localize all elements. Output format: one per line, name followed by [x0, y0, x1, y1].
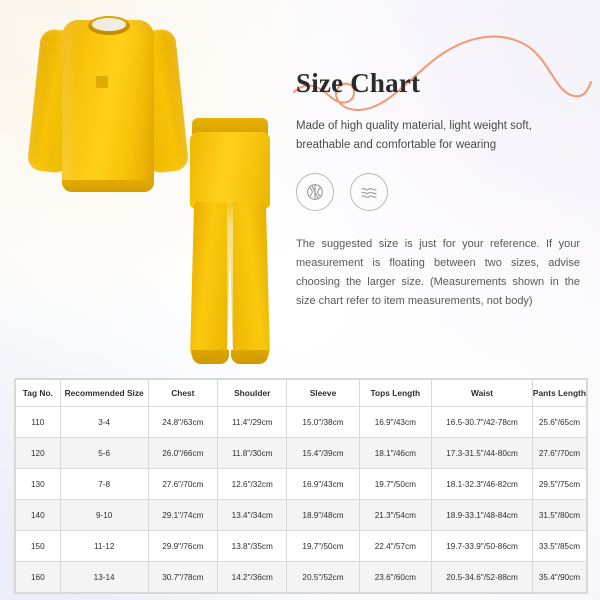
pants-right-cuff: [231, 350, 268, 364]
column-header: Pants Length: [532, 380, 586, 407]
table-cell: 29.1"/74cm: [148, 500, 217, 531]
table-cell: 3-4: [60, 407, 148, 438]
table-row: [16, 500, 587, 531]
column-header: Shoulder: [218, 380, 287, 407]
table-header-row: [16, 380, 587, 407]
table-cell: 19.7-33.9"/50-86cm: [432, 531, 533, 562]
top-body: [62, 20, 154, 192]
table-cell: 26.0"/66cm: [148, 438, 217, 469]
pants-inseam-gap: [227, 198, 233, 364]
column-header: Chest: [148, 380, 217, 407]
thermal-pants-image: [178, 118, 280, 370]
table-cell: 130: [16, 469, 61, 500]
thermal-top-image: [34, 14, 182, 194]
column-header: Waist: [432, 380, 533, 407]
size-advice-text: The suggested size is just for your reference. If your measurement is floating between two sizes, advise choosing the larger size. (Measurements shown in the size chart refer to item measurements, not body): [296, 238, 580, 307]
table-cell: 33.5"/85cm: [532, 531, 586, 562]
table-cell: 13-14: [60, 562, 148, 593]
pants-right-leg: [229, 202, 270, 363]
table-cell: 20.5-34.6"/52-88cm: [432, 562, 533, 593]
table-row: [16, 469, 587, 500]
table-cell: 15.0"/38cm: [287, 407, 359, 438]
table-cell: 16.9"/43cm: [287, 469, 359, 500]
table-cell: 23.6"/60cm: [359, 562, 432, 593]
table-cell: 18.9-33.1"/48-84cm: [432, 500, 533, 531]
column-header: Sleeve: [287, 380, 359, 407]
table-cell: 9-10: [60, 500, 148, 531]
table-cell: 140: [16, 500, 61, 531]
moisture-wicking-icon: [350, 173, 388, 211]
table-cell: 150: [16, 531, 61, 562]
size-chart-table: [15, 379, 587, 593]
top-collar-inner: [92, 18, 126, 31]
table-cell: 19.7"/50cm: [287, 531, 359, 562]
size-chart-table-wrap: [14, 378, 588, 594]
table-cell: 29.5"/75cm: [532, 469, 586, 500]
table-cell: 29.9"/76cm: [148, 531, 217, 562]
pants-left-leg: [190, 202, 231, 363]
table-cell: 16.5-30.7"/42-78cm: [432, 407, 533, 438]
table-cell: 27.6"/70cm: [148, 469, 217, 500]
info-column: [296, 68, 580, 311]
table-cell: 19.7"/50cm: [359, 469, 432, 500]
table-cell: 11-12: [60, 531, 148, 562]
table-cell: 11.8"/30cm: [218, 438, 287, 469]
table-cell: 17.3-31.5"/44-80cm: [432, 438, 533, 469]
column-header: Tag No.: [16, 380, 61, 407]
table-cell: 160: [16, 562, 61, 593]
pants-left-cuff: [192, 350, 229, 364]
pants-hip: [190, 132, 270, 208]
product-description: Made of high quality material, light weight soft, breathable and comfortable for wearing: [296, 120, 532, 151]
table-cell: 27.6"/70cm: [532, 438, 586, 469]
table-cell: 15.4"/39cm: [287, 438, 359, 469]
table-cell: 35.4"/90cm: [532, 562, 586, 593]
table-cell: 110: [16, 407, 61, 438]
table-cell: 16.9"/43cm: [359, 407, 432, 438]
table-cell: 14.2"/36cm: [218, 562, 287, 593]
top-hem: [62, 180, 154, 192]
table-cell: 5-6: [60, 438, 148, 469]
table-cell: 30.7"/78cm: [148, 562, 217, 593]
breathable-icon: [296, 173, 334, 211]
table-cell: 7-8: [60, 469, 148, 500]
column-header: Tops Length: [359, 380, 432, 407]
table-cell: 120: [16, 438, 61, 469]
table-cell: 18.1-32.3"/46-82cm: [432, 469, 533, 500]
table-cell: 25.6"/65cm: [532, 407, 586, 438]
table-cell: 22.4"/57cm: [359, 531, 432, 562]
table-cell: 24.8"/63cm: [148, 407, 217, 438]
table-cell: 18.9"/48cm: [287, 500, 359, 531]
table-cell: 31.5"/80cm: [532, 500, 586, 531]
table-cell: 12.6"/32cm: [218, 469, 287, 500]
table-row: [16, 407, 587, 438]
top-chest-logo: [96, 76, 108, 88]
table-cell: 21.3"/54cm: [359, 500, 432, 531]
table-cell: 13.4"/34cm: [218, 500, 287, 531]
table-row: [16, 562, 587, 593]
product-image-area: [0, 0, 290, 375]
table-row: [16, 438, 587, 469]
table-row: [16, 531, 587, 562]
table-cell: 11.4"/29cm: [218, 407, 287, 438]
page-title: Size Chart: [296, 68, 421, 98]
table-cell: 18.1"/46cm: [359, 438, 432, 469]
table-cell: 13.8"/35cm: [218, 531, 287, 562]
column-header: Recommended Size: [60, 380, 148, 407]
table-cell: 20.5"/52cm: [287, 562, 359, 593]
feature-icon-row: [296, 173, 580, 211]
